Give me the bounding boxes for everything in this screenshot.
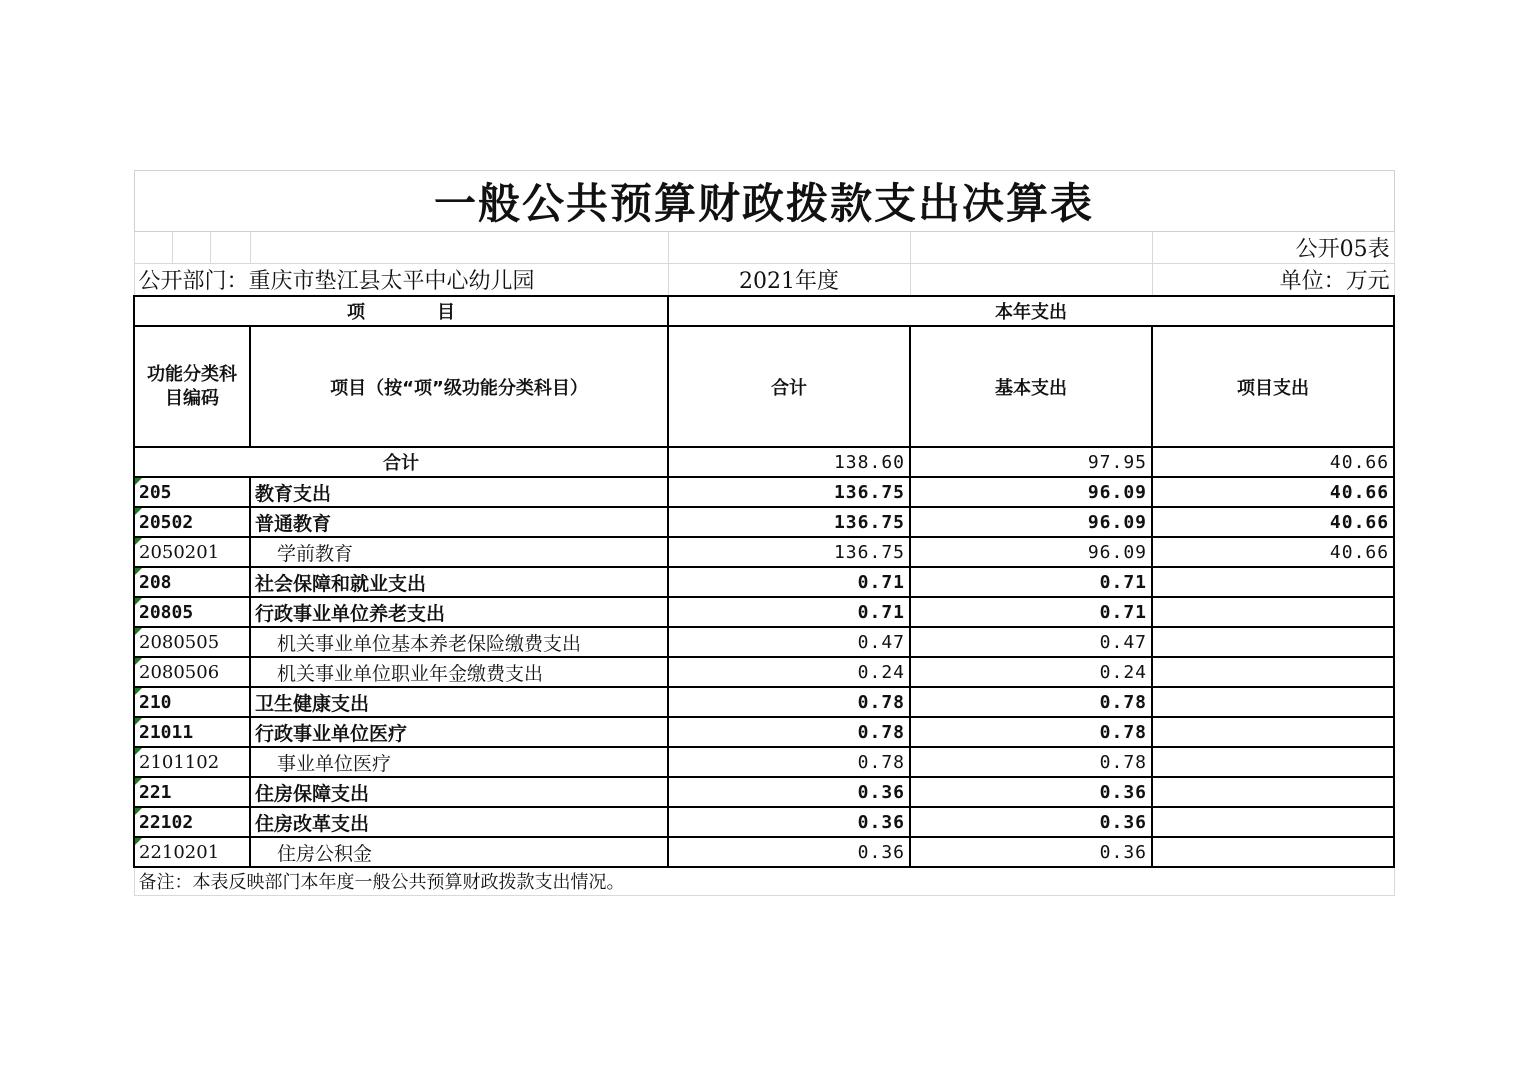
row-code-text: 205 <box>139 481 172 503</box>
table-row <box>134 657 1394 687</box>
row-basic-text: 0.36 <box>1099 841 1147 863</box>
row-project-text: 40.66 <box>1329 511 1390 533</box>
row-basic-text: 96.09 <box>1087 481 1147 503</box>
row-project-text: 40.66 <box>1329 541 1390 563</box>
row-code <box>134 597 250 627</box>
row-total-text: 136.75 <box>833 541 905 563</box>
header-project: 项目支出 <box>1152 326 1394 447</box>
row-basic-text: 0.36 <box>1099 781 1147 803</box>
row-basic <box>910 747 1152 777</box>
row-basic <box>910 717 1152 747</box>
row-total <box>668 537 910 567</box>
cell-marker-icon <box>135 658 142 665</box>
row-total-text: 136.75 <box>833 511 905 533</box>
table-row <box>134 507 1394 537</box>
cell-marker-icon <box>135 538 142 545</box>
row-total <box>668 717 910 747</box>
row-project <box>1152 837 1394 867</box>
row-basic <box>910 627 1152 657</box>
row-name <box>250 477 668 507</box>
row-project <box>1152 507 1394 537</box>
header-item-group: 项 目 <box>134 296 668 326</box>
row-code <box>134 777 250 807</box>
row-name <box>250 687 668 717</box>
row-total-text: 0.24 <box>857 661 905 683</box>
row-code-text: 221 <box>139 781 172 803</box>
row-name-text: 住房改革支出 <box>255 812 370 835</box>
row-name <box>250 747 668 777</box>
row-code <box>134 837 250 867</box>
table-row <box>134 837 1394 867</box>
row-project <box>1152 717 1394 747</box>
row-total-text: 0.78 <box>857 721 905 743</box>
row-code-text: 22102 <box>139 811 194 833</box>
row-code <box>134 627 250 657</box>
row-code-text: 20502 <box>139 511 194 533</box>
spreadsheet <box>133 170 1393 896</box>
row-code <box>134 567 250 597</box>
row-basic-text: 0.71 <box>1099 571 1147 593</box>
row-project <box>1152 747 1394 777</box>
row-name-text: 事业单位医疗 <box>277 752 392 775</box>
row-total-text: 0.47 <box>857 631 905 653</box>
row-total <box>668 567 910 597</box>
row-total <box>668 507 910 537</box>
row-basic <box>910 477 1152 507</box>
row-basic <box>910 837 1152 867</box>
row-basic <box>910 537 1152 567</box>
row-code-text: 2210201 <box>139 841 220 863</box>
row-code-text: 208 <box>139 571 172 593</box>
row-basic-text: 96.09 <box>1087 541 1147 563</box>
total-row-project: 40.66 <box>1152 447 1394 477</box>
row-name <box>250 777 668 807</box>
row-total <box>668 687 910 717</box>
row-code <box>134 747 250 777</box>
row-total-text: 0.36 <box>857 781 905 803</box>
row-basic-text: 0.78 <box>1099 721 1147 743</box>
empty-cell <box>910 264 1152 297</box>
cell-marker-icon <box>135 598 142 605</box>
table-row <box>134 747 1394 777</box>
row-total-text: 0.36 <box>857 841 905 863</box>
total-row-basic: 97.95 <box>910 447 1152 477</box>
row-code-text: 210 <box>139 691 172 713</box>
row-basic <box>910 807 1152 837</box>
cell-marker-icon <box>135 688 142 695</box>
row-basic <box>910 507 1152 537</box>
row-name-text: 行政事业单位养老支出 <box>255 602 446 625</box>
row-total <box>668 837 910 867</box>
row-total <box>668 807 910 837</box>
row-basic-text: 0.78 <box>1099 751 1147 773</box>
total-row-label: 合计 <box>134 447 668 477</box>
row-code-text: 20805 <box>139 601 194 623</box>
header-basic: 基本支出 <box>910 326 1152 447</box>
cell-marker-icon <box>135 748 142 755</box>
row-total-text: 0.78 <box>857 751 905 773</box>
row-code <box>134 537 250 567</box>
row-code <box>134 807 250 837</box>
row-name-text: 机关事业单位职业年金缴费支出 <box>277 662 544 685</box>
unit-label: 单位：万元 <box>1152 264 1394 297</box>
row-basic-text: 0.36 <box>1099 811 1147 833</box>
row-name <box>250 507 668 537</box>
row-code <box>134 717 250 747</box>
table-row <box>134 627 1394 657</box>
row-name-text: 教育支出 <box>255 482 332 505</box>
row-code-text: 21011 <box>139 721 194 743</box>
row-name <box>250 807 668 837</box>
row-basic-text: 0.24 <box>1099 661 1147 683</box>
table-row <box>134 777 1394 807</box>
table-row <box>134 597 1394 627</box>
row-name <box>250 657 668 687</box>
empty-cell <box>134 232 172 264</box>
row-basic-text: 96.09 <box>1087 511 1147 533</box>
table-row <box>134 567 1394 597</box>
row-total-text: 0.36 <box>857 811 905 833</box>
header-total: 合计 <box>668 326 910 447</box>
row-total-text: 0.71 <box>857 571 905 593</box>
row-basic <box>910 777 1152 807</box>
row-name-text: 学前教育 <box>277 542 354 565</box>
row-name <box>250 627 668 657</box>
cell-marker-icon <box>135 718 142 725</box>
empty-cell <box>668 232 910 264</box>
cell-marker-icon <box>135 838 142 845</box>
header-code: 功能分类科目编码 <box>134 326 250 447</box>
header-name: 项目（按“项”级功能分类科目） <box>250 326 668 447</box>
row-basic-text: 0.47 <box>1099 631 1147 653</box>
row-code <box>134 657 250 687</box>
table-row <box>134 687 1394 717</box>
page-title: 一般公共预算财政拨款支出决算表 <box>134 171 1394 232</box>
empty-cell <box>172 232 210 264</box>
row-total <box>668 477 910 507</box>
row-code-text: 2101102 <box>139 751 220 773</box>
empty-cell <box>250 232 668 264</box>
row-name <box>250 567 668 597</box>
row-total-text: 0.78 <box>857 691 905 713</box>
empty-cell <box>910 232 1152 264</box>
row-code-text: 2050201 <box>139 541 220 563</box>
row-basic <box>910 657 1152 687</box>
row-basic-text: 0.78 <box>1099 691 1147 713</box>
row-project <box>1152 537 1394 567</box>
row-total-text: 0.71 <box>857 601 905 623</box>
row-code-text: 2080506 <box>139 661 220 683</box>
row-project-text: 40.66 <box>1329 481 1390 503</box>
row-basic <box>910 567 1152 597</box>
total-row-total: 138.60 <box>668 447 910 477</box>
row-name-text: 社会保障和就业支出 <box>255 572 427 595</box>
cell-marker-icon <box>135 808 142 815</box>
cell-marker-icon <box>135 568 142 575</box>
row-name <box>250 837 668 867</box>
row-total-text: 136.75 <box>833 481 905 503</box>
row-name <box>250 537 668 567</box>
budget-table <box>133 170 1395 896</box>
row-basic <box>910 687 1152 717</box>
row-name-text: 住房公积金 <box>277 842 373 865</box>
row-project <box>1152 477 1394 507</box>
cell-marker-icon <box>135 508 142 515</box>
row-total <box>668 627 910 657</box>
row-code <box>134 477 250 507</box>
row-code <box>134 687 250 717</box>
cell-marker-icon <box>135 778 142 785</box>
row-total <box>668 597 910 627</box>
table-row <box>134 537 1394 567</box>
row-name <box>250 717 668 747</box>
row-name-text: 机关事业单位基本养老保险缴费支出 <box>277 632 582 655</box>
header-current-year: 本年支出 <box>668 296 1394 326</box>
row-project <box>1152 777 1394 807</box>
department-label: 公开部门：重庆市垫江县太平中心幼儿园 <box>134 264 668 297</box>
footnote: 备注：本表反映部门本年度一般公共预算财政拨款支出情况。 <box>134 867 1394 895</box>
row-name-text: 行政事业单位医疗 <box>255 722 408 745</box>
row-project <box>1152 807 1394 837</box>
row-basic-text: 0.71 <box>1099 601 1147 623</box>
row-name-text: 普通教育 <box>255 512 332 535</box>
row-total <box>668 747 910 777</box>
row-code-text: 2080505 <box>139 631 220 653</box>
row-basic <box>910 597 1152 627</box>
row-project <box>1152 657 1394 687</box>
row-name-text: 住房保障支出 <box>255 782 370 805</box>
table-row <box>134 477 1394 507</box>
row-project <box>1152 627 1394 657</box>
row-total <box>668 777 910 807</box>
cell-marker-icon <box>135 628 142 635</box>
cell-marker-icon <box>135 478 142 485</box>
row-name <box>250 597 668 627</box>
year-label: 2021年度 <box>668 264 910 297</box>
row-project <box>1152 597 1394 627</box>
row-project <box>1152 687 1394 717</box>
table-row <box>134 807 1394 837</box>
row-code <box>134 507 250 537</box>
table-row <box>134 717 1394 747</box>
empty-cell <box>210 232 250 264</box>
row-name-text: 卫生健康支出 <box>255 692 370 715</box>
row-project <box>1152 567 1394 597</box>
row-total <box>668 657 910 687</box>
form-number: 公开05表 <box>1152 232 1394 264</box>
